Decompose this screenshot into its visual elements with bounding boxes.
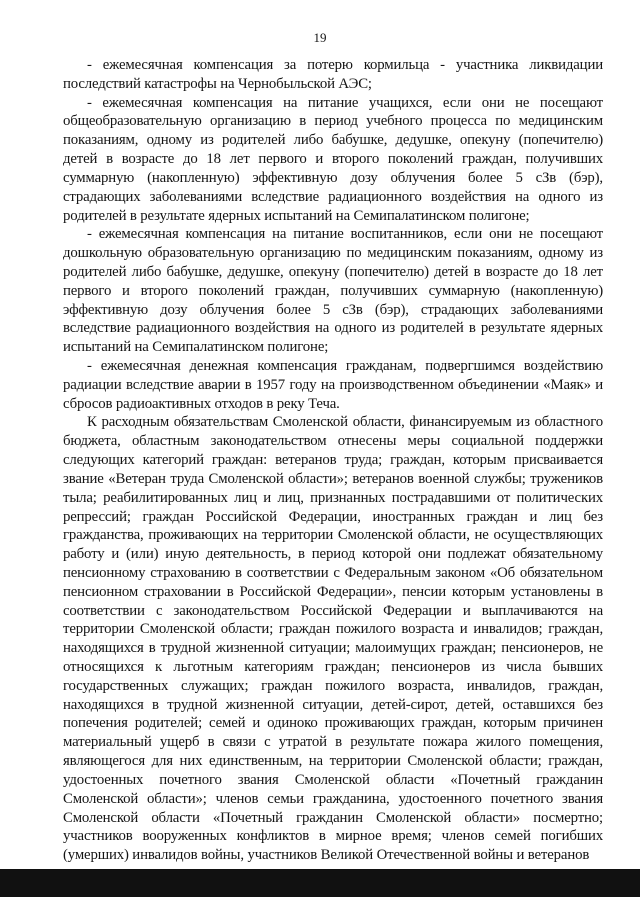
paragraph-student-meal-compensation: - ежемесячная компенсация на питание учащихся, если они не посещают общеобразовательную организацию в период учебного процесса по медицинским показаниям, одному из родителей либо бабушке, дедушке, опекуну (попечителю) детей в возрасте до 18 лет первого и второго поколений граждан, получивших суммарную (накопленную) эффективную дозу облучения более 5 сЗв (бэр), страдающих заболеваниями вследствие радиационного воздействия на одного из родителей в результате ядерных испытаний на Семипалатинском полигоне; xyxy=(63,94,603,224)
paragraph-mayak-radiation-compensation: - ежемесячная денежная компенсация гражданам, подвергшимся воздействию радиации вследствие аварии в 1957 году на производственном объединении «Маяк» и сбросов радиоактивных отходов в реку Теча. xyxy=(63,358,603,412)
page-number: 19 xyxy=(313,30,327,45)
paragraph-regional-obligations: К расходным обязательствам Смоленской области, финансируемым из областного бюджета, областным законодательством отнесены меры социальной поддержки следующих категорий граждан: ветеранов труда; граждан, которым присваивается звание «Ветеран труда Смоленской области»; ветеранов военной службы; тружеников тыла; реабилитированных лиц и лиц, признанных пострадавшими от политических репрессий; граждан Российской Федерации, иностранных граждан и лиц без гражданства, проживающих на территории Смоленской области, не осуществляющих работу и (или) иную деятельность, в период которой они подлежат обязательному пенсионному страхованию в соответствии с Федеральным законом «Об обязательном пенсионном страховании в Российской Федерации», пенсии которым установлены в соответствии с законодательством Российской Федерации и выплачиваются на территории Смоленской области; граждан пожилого возраста и инвалидов; граждан, находящихся в трудной жизненной ситуации; малоимущих граждан; пенсионеров, не относящихся к льготным категориям граждан; пенсионеров из числа бывших государственных служащих; граждан пожилого возраста, инвалидов, граждан, находящихся в трудной жизненной ситуации, детей-сирот, детей, оставшихся без попечения родителей; семей и одиноко проживающих граждан, которым причинен материальный ущерб в связи с утратой в результате пожара жилого помещения, являющегося для них единственным, на территории Смоленской области; граждан, удостоенных почетного звания Смоленской области «Почетный гражданин Смоленской области»; членов семьи гражданина, удостоенного почетного звания Смоленской области «Почетный гражданин Смоленской области» посмертно; участников вооруженных конфликтов в мирное время; членов семей погибших (умерших) инвалидов войны, участников Великой Отечественной войны и ветеранов xyxy=(63,414,603,864)
scan-bottom-bar xyxy=(0,869,640,897)
document-body xyxy=(63,56,603,865)
paragraph-survivor-compensation: - ежемесячная компенсация за потерю кормильца - участника ликвидации последствий катастрофы на Чернобыльской АЭС; xyxy=(63,57,603,92)
paragraph-preschool-meal-compensation: - ежемесячная компенсация на питание воспитанников, если они не посещают дошкольную образовательную организацию по медицинским показаниям, одному из родителей либо бабушке, дедушке, опекуну (попечителю) детей в возрасте до 18 лет первого и второго поколений граждан, получивших суммарную (накопленную) эффективную дозу облучения более 5 сЗв (бэр), страдающих заболеваниями вследствие радиационного воздействия на одного из родителей в результате ядерных испытаний на Семипалатинском полигоне; xyxy=(63,226,603,356)
